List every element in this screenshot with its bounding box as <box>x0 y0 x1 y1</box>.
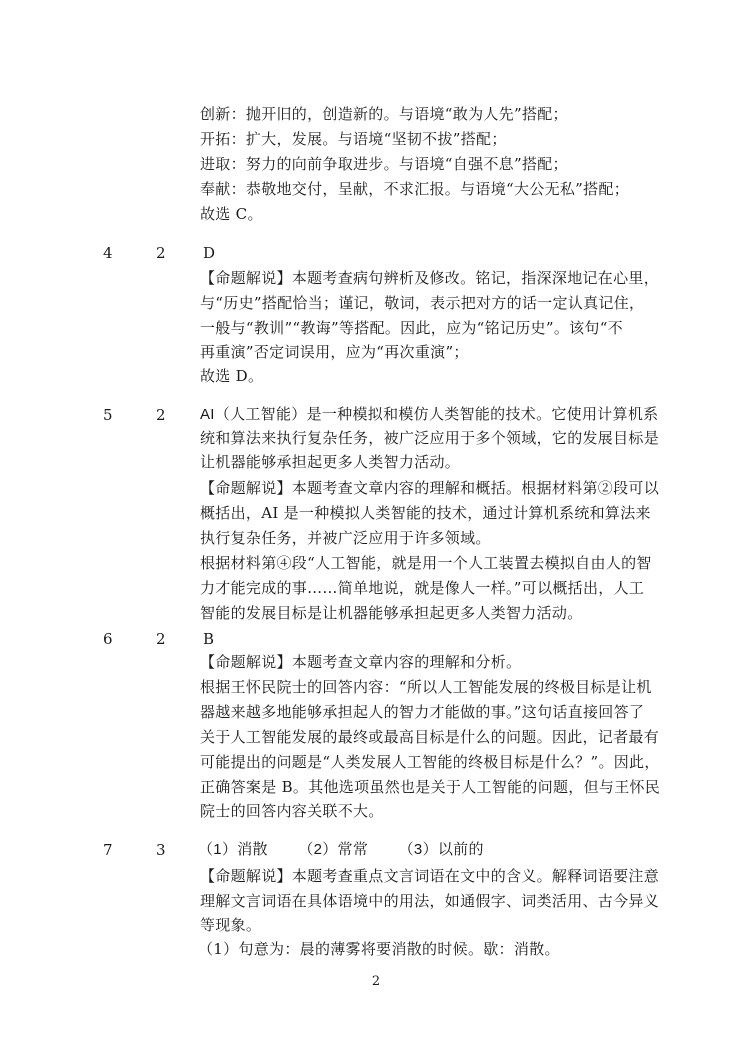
explanation-line: 执行复杂任务，并被广泛应用于许多领域。 <box>200 529 491 547</box>
question-number: 6 <box>103 630 113 648</box>
explanation-line: 力才能完成的事……简单地说，就是像人一样。”可以概括出，人工 <box>200 579 645 597</box>
explanation-line: 概括出，AI 是一种模拟人类智能的技术，通过计算机系统和算法来 <box>200 504 651 522</box>
text-line: 故选 C。 <box>200 205 263 223</box>
explanation-line: 【命题解说】本题考查重点文言词语在文中的含义。解释词语要注意 <box>200 867 660 885</box>
answer-option: （1）消散 <box>198 841 268 858</box>
question-number: 5 <box>103 406 113 424</box>
explanation-line: 【命题解说】本题考查病句辨析及修改。铭记，指深深地记在心里， <box>200 269 660 287</box>
answer-line: AI（人工智能）是一种模拟和模仿人类智能的技术。它使用计算机系 <box>200 406 659 423</box>
explanation-line: 再重演”否定词误用，应为“再次重演”； <box>200 343 469 361</box>
answer-text: B <box>203 630 215 648</box>
answer-line: 让机器能够承担起更多人类智力活动。 <box>200 454 461 471</box>
explanation-line: 关于人工智能发展的最终或最高目标是什么的问题。因此，记者最有 <box>200 728 660 746</box>
answer-options <box>198 840 510 860</box>
question-score: 2 <box>156 630 166 648</box>
explanation-line: 理解文言词语在具体语境中的用法，如通假字、词类活用、古今异义 <box>200 892 660 910</box>
answer-text: D <box>203 244 216 262</box>
explanation-line: 器越来越多地能够承担起人的智力才能做的事。”这句话直接回答了 <box>200 703 645 721</box>
explanation-line: 与“历史”搭配恰当；谨记，敬词，表示把对方的话一定认真记住， <box>200 294 645 312</box>
question-score: 2 <box>156 244 166 262</box>
explanation-line: 根据材料第④段“人工智能，就是用一个人工装置去模拟自由人的智 <box>200 554 652 572</box>
question-number: 4 <box>103 244 113 262</box>
explanation-line: 【命题解说】本题考查文章内容的理解和分析。 <box>200 653 522 671</box>
explanation-line: 等现象。 <box>200 916 262 934</box>
explanation-line: 院士的回答内容关联不大。 <box>200 802 384 820</box>
question-score: 3 <box>156 841 166 859</box>
text-line: 奉献：恭敬地交付，呈献，不求汇报。与语境“大公无私”搭配； <box>200 180 630 198</box>
explanation-line: 根据王怀民院士的回答内容：“所以人工智能发展的终极目标是让机 <box>200 678 652 696</box>
explanation-line: （1）句意为：晨的薄雾将要消散的时候。歇：消散。 <box>198 940 560 958</box>
answer-option: （2）常常 <box>298 841 369 858</box>
question-number: 7 <box>103 841 113 859</box>
explanation-line: 一般与“教训”“教诲”等搭配。因此，应为“铭记历史”。该句“不 <box>200 319 623 337</box>
answer-line: 统和算法来执行复杂任务，被广泛应用于多个领域，它的发展目标是 <box>200 430 660 447</box>
explanation-line: 可能提出的问题是“人类发展人工智能的终极目标是什么？”。因此， <box>200 753 660 771</box>
explanation-line: 【命题解说】本题考查文章内容的理解和概括。根据材料第②段可以 <box>200 479 660 497</box>
text-line: 进取：努力的向前争取进步。与语境“自强不息”搭配； <box>200 155 568 173</box>
explanation-line: 故选 D。 <box>200 367 264 385</box>
answer-option: （3）以前的 <box>398 841 484 858</box>
explanation-line: 智能的发展目标是让机器能够承担起更多人类智力活动。 <box>200 604 583 622</box>
explanation-line: 正确答案是 B。其他选项虽然也是关于人工智能的问题，但与王怀民 <box>200 778 661 796</box>
text-line: 创新：抛开旧的，创造新的。与语境“敢为人先”搭配； <box>200 105 568 123</box>
text-line: 开拓：扩大，发展。与语境“坚韧不拔”搭配； <box>200 130 507 148</box>
question-score: 2 <box>156 406 166 424</box>
page-number: 2 <box>371 974 381 989</box>
